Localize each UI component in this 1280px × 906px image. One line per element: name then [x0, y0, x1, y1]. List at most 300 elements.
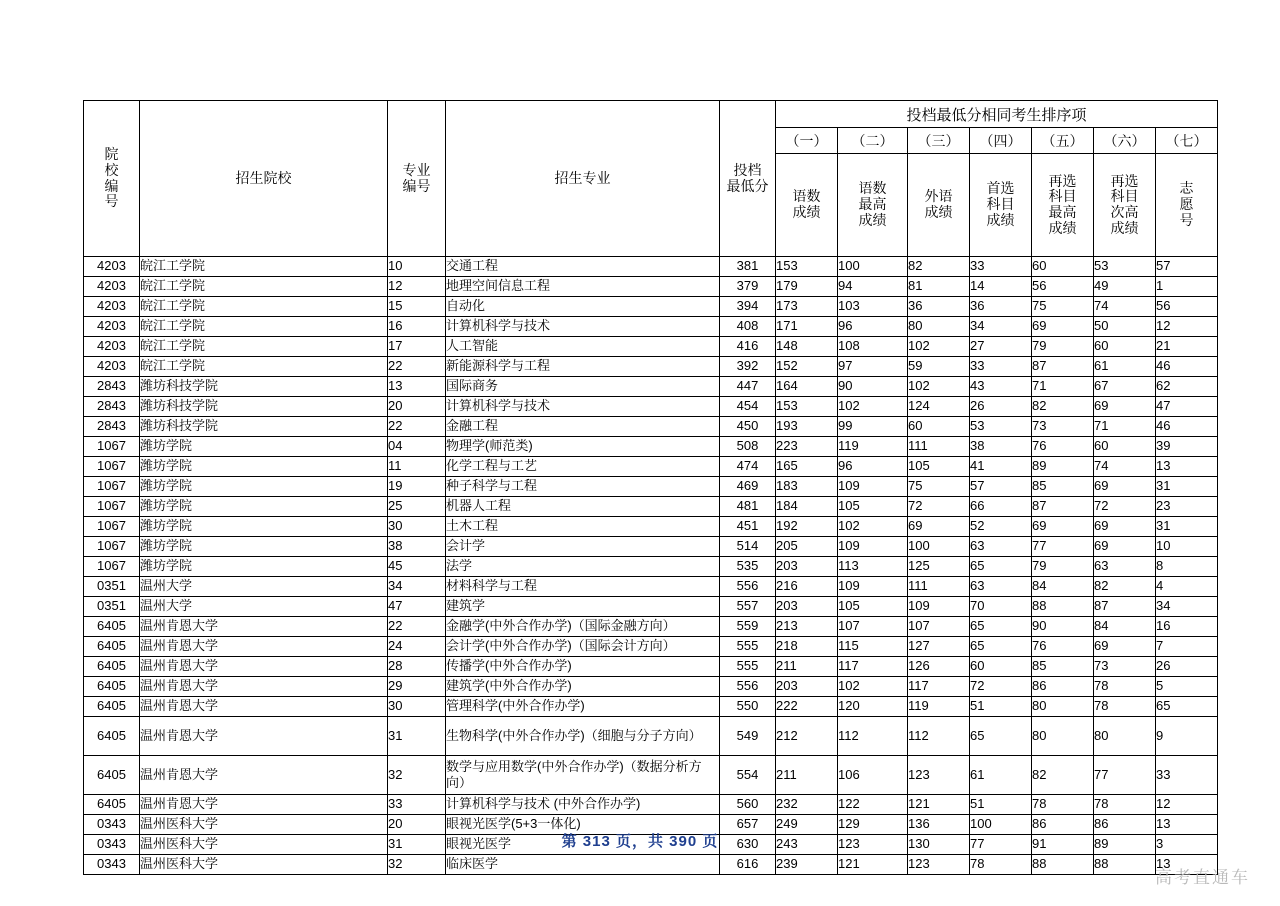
cell-major-code: 29 — [388, 677, 446, 697]
cell-choice-number: 13 — [1156, 855, 1218, 875]
cell-foreign-language: 81 — [908, 277, 970, 297]
cell-primary-subject: 43 — [970, 377, 1032, 397]
cell-school: 潍坊学院 — [140, 457, 388, 477]
cell-primary-subject: 66 — [970, 497, 1032, 517]
cell-choice-number: 5 — [1156, 677, 1218, 697]
cell-min-score: 557 — [720, 597, 776, 617]
cell-min-score: 454 — [720, 397, 776, 417]
table-row — [84, 437, 1218, 457]
cell-school-code: 6405 — [84, 795, 140, 815]
cell-foreign-language: 112 — [908, 717, 970, 756]
cell-secondary-max: 80 — [1032, 717, 1094, 756]
cell-school: 温州肯恩大学 — [140, 657, 388, 677]
cell-secondary-second: 63 — [1094, 557, 1156, 577]
cell-major: 人工智能 — [446, 337, 720, 357]
cell-chinese-math-max: 122 — [838, 795, 908, 815]
table-row — [84, 477, 1218, 497]
cell-primary-subject: 33 — [970, 357, 1032, 377]
cell-chinese-math: 243 — [776, 835, 838, 855]
cell-school: 温州肯恩大学 — [140, 677, 388, 697]
cell-secondary-max: 82 — [1032, 397, 1094, 417]
cell-major: 计算机科学与技术 (中外合作办学) — [446, 795, 720, 815]
cell-major-code: 12 — [388, 277, 446, 297]
cell-chinese-math-max: 94 — [838, 277, 908, 297]
cell-chinese-math-max: 117 — [838, 657, 908, 677]
cell-primary-subject: 65 — [970, 717, 1032, 756]
cell-foreign-language: 80 — [908, 317, 970, 337]
table-row — [84, 677, 1218, 697]
cell-min-score: 550 — [720, 697, 776, 717]
cell-chinese-math: 213 — [776, 617, 838, 637]
cell-choice-number: 9 — [1156, 717, 1218, 756]
cell-secondary-second: 86 — [1094, 815, 1156, 835]
cell-major: 眼视光医学 — [446, 835, 720, 855]
cell-primary-subject: 65 — [970, 557, 1032, 577]
cell-secondary-second: 73 — [1094, 657, 1156, 677]
cell-school: 潍坊学院 — [140, 557, 388, 577]
cell-foreign-language: 36 — [908, 297, 970, 317]
cell-choice-number: 10 — [1156, 537, 1218, 557]
table-row — [84, 517, 1218, 537]
cell-secondary-second: 67 — [1094, 377, 1156, 397]
cell-chinese-math: 164 — [776, 377, 838, 397]
cell-primary-subject: 100 — [970, 815, 1032, 835]
cell-school: 温州肯恩大学 — [140, 617, 388, 637]
cell-min-score: 481 — [720, 497, 776, 517]
cell-secondary-max: 75 — [1032, 297, 1094, 317]
table-row — [84, 497, 1218, 517]
cell-foreign-language: 130 — [908, 835, 970, 855]
cell-school-code: 6405 — [84, 697, 140, 717]
cell-foreign-language: 102 — [908, 377, 970, 397]
cell-min-score: 630 — [720, 835, 776, 855]
cell-primary-subject: 51 — [970, 697, 1032, 717]
cell-major: 材料科学与工程 — [446, 577, 720, 597]
cell-school: 皖江工学院 — [140, 297, 388, 317]
cell-min-score: 379 — [720, 277, 776, 297]
cell-min-score: 508 — [720, 437, 776, 457]
cell-secondary-max: 86 — [1032, 815, 1094, 835]
cell-school-code: 4203 — [84, 277, 140, 297]
cell-school: 温州医科大学 — [140, 815, 388, 835]
cell-school: 皖江工学院 — [140, 257, 388, 277]
table-row — [84, 337, 1218, 357]
cell-major-code: 17 — [388, 337, 446, 357]
cell-foreign-language: 125 — [908, 557, 970, 577]
cell-min-score: 474 — [720, 457, 776, 477]
cell-school: 潍坊学院 — [140, 437, 388, 457]
cell-chinese-math-max: 109 — [838, 477, 908, 497]
cell-chinese-math: 193 — [776, 417, 838, 437]
cell-foreign-language: 75 — [908, 477, 970, 497]
cell-chinese-math-max: 90 — [838, 377, 908, 397]
cell-major-code: 11 — [388, 457, 446, 477]
cell-foreign-language: 123 — [908, 855, 970, 875]
cell-choice-number: 34 — [1156, 597, 1218, 617]
cell-major: 法学 — [446, 557, 720, 577]
cell-major: 计算机科学与技术 — [446, 317, 720, 337]
table-row — [84, 557, 1218, 577]
cell-major: 眼视光医学(5+3一体化) — [446, 815, 720, 835]
cell-school: 温州肯恩大学 — [140, 756, 388, 795]
cell-major-code: 31 — [388, 835, 446, 855]
cell-major-code: 30 — [388, 517, 446, 537]
cell-chinese-math-max: 96 — [838, 317, 908, 337]
cell-foreign-language: 102 — [908, 337, 970, 357]
cell-primary-subject: 51 — [970, 795, 1032, 815]
cell-foreign-language: 60 — [908, 417, 970, 437]
cell-secondary-max: 79 — [1032, 557, 1094, 577]
table-row — [84, 457, 1218, 477]
col-header-school-code: 院 校 编 号 — [84, 101, 140, 257]
cell-secondary-max: 60 — [1032, 257, 1094, 277]
cell-secondary-second: 72 — [1094, 497, 1156, 517]
cell-major-code: 45 — [388, 557, 446, 577]
cell-chinese-math-max: 102 — [838, 677, 908, 697]
cell-primary-subject: 41 — [970, 457, 1032, 477]
cell-school-code: 1067 — [84, 517, 140, 537]
cell-secondary-second: 74 — [1094, 457, 1156, 477]
cell-choice-number: 1 — [1156, 277, 1218, 297]
cell-secondary-max: 87 — [1032, 497, 1094, 517]
cell-secondary-max: 88 — [1032, 855, 1094, 875]
cell-school: 潍坊科技学院 — [140, 377, 388, 397]
cell-secondary-second: 69 — [1094, 397, 1156, 417]
cell-major: 自动化 — [446, 297, 720, 317]
cell-min-score: 514 — [720, 537, 776, 557]
cell-major-code: 19 — [388, 477, 446, 497]
col-header-primary-subject: 首选 科目 成绩 — [970, 154, 1032, 257]
cell-school-code: 6405 — [84, 717, 140, 756]
cell-primary-subject: 53 — [970, 417, 1032, 437]
cell-chinese-math-max: 120 — [838, 697, 908, 717]
cell-school-code: 1067 — [84, 437, 140, 457]
cell-chinese-math-max: 105 — [838, 597, 908, 617]
cell-primary-subject: 61 — [970, 756, 1032, 795]
cell-choice-number: 56 — [1156, 297, 1218, 317]
cell-primary-subject: 63 — [970, 577, 1032, 597]
cell-secondary-max: 69 — [1032, 517, 1094, 537]
table-row — [84, 297, 1218, 317]
cell-chinese-math: 203 — [776, 597, 838, 617]
cell-secondary-second: 82 — [1094, 577, 1156, 597]
table-row — [84, 417, 1218, 437]
cell-chinese-math-max: 96 — [838, 457, 908, 477]
cell-major: 种子科学与工程 — [446, 477, 720, 497]
cell-school: 皖江工学院 — [140, 337, 388, 357]
cell-secondary-second: 89 — [1094, 835, 1156, 855]
cell-primary-subject: 78 — [970, 855, 1032, 875]
cell-choice-number: 12 — [1156, 795, 1218, 815]
cell-major: 建筑学(中外合作办学) — [446, 677, 720, 697]
cell-secondary-second: 69 — [1094, 637, 1156, 657]
cell-primary-subject: 27 — [970, 337, 1032, 357]
cell-choice-number: 47 — [1156, 397, 1218, 417]
cell-chinese-math-max: 108 — [838, 337, 908, 357]
page-footer: 第 313 页，共 390 页 — [561, 833, 719, 850]
cell-chinese-math-max: 115 — [838, 637, 908, 657]
cell-choice-number: 33 — [1156, 756, 1218, 795]
cell-chinese-math-max: 113 — [838, 557, 908, 577]
cell-choice-number: 57 — [1156, 257, 1218, 277]
table-row — [84, 756, 1218, 795]
cell-choice-number: 26 — [1156, 657, 1218, 677]
cell-min-score: 556 — [720, 677, 776, 697]
cell-major: 金融学(中外合作办学)（国际金融方向） — [446, 617, 720, 637]
cell-major: 传播学(中外合作办学) — [446, 657, 720, 677]
cell-chinese-math-max: 123 — [838, 835, 908, 855]
cell-secondary-max: 91 — [1032, 835, 1094, 855]
cell-chinese-math-max: 102 — [838, 397, 908, 417]
cell-foreign-language: 59 — [908, 357, 970, 377]
cell-min-score: 657 — [720, 815, 776, 835]
cell-major-code: 25 — [388, 497, 446, 517]
cell-school: 温州肯恩大学 — [140, 697, 388, 717]
cell-foreign-language: 107 — [908, 617, 970, 637]
cell-school-code: 6405 — [84, 677, 140, 697]
cell-foreign-language: 111 — [908, 437, 970, 457]
cell-school: 皖江工学院 — [140, 277, 388, 297]
cell-choice-number: 39 — [1156, 437, 1218, 457]
cell-major: 交通工程 — [446, 257, 720, 277]
cell-chinese-math-max: 99 — [838, 417, 908, 437]
cell-chinese-math: 232 — [776, 795, 838, 815]
cell-chinese-math: 173 — [776, 297, 838, 317]
col-header-group-ranking: 投档最低分相同考生排序项 — [776, 101, 1218, 128]
cell-major: 临床医学 — [446, 855, 720, 875]
cell-major: 化学工程与工艺 — [446, 457, 720, 477]
cell-school-code: 4203 — [84, 317, 140, 337]
cell-major: 管理科学(中外合作办学) — [446, 697, 720, 717]
cell-secondary-second: 69 — [1094, 517, 1156, 537]
cell-chinese-math-max: 97 — [838, 357, 908, 377]
cell-school: 温州肯恩大学 — [140, 795, 388, 815]
cell-school: 皖江工学院 — [140, 317, 388, 337]
cell-chinese-math-max: 109 — [838, 577, 908, 597]
cell-school-code: 1067 — [84, 457, 140, 477]
cell-chinese-math: 171 — [776, 317, 838, 337]
cell-chinese-math-max: 102 — [838, 517, 908, 537]
cell-secondary-max: 87 — [1032, 357, 1094, 377]
table-row — [84, 537, 1218, 557]
cell-min-score: 549 — [720, 717, 776, 756]
cell-major-code: 31 — [388, 717, 446, 756]
cell-major-code: 38 — [388, 537, 446, 557]
cell-choice-number: 13 — [1156, 457, 1218, 477]
table-row — [84, 657, 1218, 677]
cell-foreign-language: 124 — [908, 397, 970, 417]
cell-secondary-max: 77 — [1032, 537, 1094, 557]
cell-school-code: 6405 — [84, 756, 140, 795]
cell-foreign-language: 72 — [908, 497, 970, 517]
cell-school: 温州医科大学 — [140, 855, 388, 875]
cell-foreign-language: 119 — [908, 697, 970, 717]
cell-school-code: 6405 — [84, 617, 140, 637]
cell-primary-subject: 34 — [970, 317, 1032, 337]
cell-min-score: 554 — [720, 756, 776, 795]
table-body — [84, 257, 1218, 875]
cell-foreign-language: 109 — [908, 597, 970, 617]
cell-chinese-math: 184 — [776, 497, 838, 517]
cell-foreign-language: 127 — [908, 637, 970, 657]
cell-major-code: 22 — [388, 617, 446, 637]
cell-min-score: 447 — [720, 377, 776, 397]
cell-min-score: 555 — [720, 637, 776, 657]
cell-chinese-math-max: 103 — [838, 297, 908, 317]
cell-school-code: 6405 — [84, 637, 140, 657]
cell-secondary-second: 61 — [1094, 357, 1156, 377]
cell-foreign-language: 126 — [908, 657, 970, 677]
cell-chinese-math-max: 106 — [838, 756, 908, 795]
cell-secondary-second: 78 — [1094, 795, 1156, 815]
cell-school-code: 1067 — [84, 497, 140, 517]
table-row — [84, 317, 1218, 337]
cell-chinese-math: 223 — [776, 437, 838, 457]
cell-secondary-second: 53 — [1094, 257, 1156, 277]
cell-primary-subject: 52 — [970, 517, 1032, 537]
cell-major: 金融工程 — [446, 417, 720, 437]
cell-school: 温州医科大学 — [140, 835, 388, 855]
cell-min-score: 408 — [720, 317, 776, 337]
cell-major-code: 04 — [388, 437, 446, 457]
cell-min-score: 555 — [720, 657, 776, 677]
cell-primary-subject: 65 — [970, 637, 1032, 657]
cell-major-code: 15 — [388, 297, 446, 317]
cell-school-code: 0343 — [84, 835, 140, 855]
cell-min-score: 392 — [720, 357, 776, 377]
cell-school-code: 6405 — [84, 657, 140, 677]
cell-choice-number: 46 — [1156, 417, 1218, 437]
cell-major: 物理学(师范类) — [446, 437, 720, 457]
cell-major: 计算机科学与技术 — [446, 397, 720, 417]
cell-major-code: 32 — [388, 855, 446, 875]
cell-choice-number: 3 — [1156, 835, 1218, 855]
cell-secondary-second: 74 — [1094, 297, 1156, 317]
cell-major-code: 20 — [388, 815, 446, 835]
table-row — [84, 717, 1218, 756]
cell-secondary-max: 85 — [1032, 657, 1094, 677]
cell-secondary-second: 80 — [1094, 717, 1156, 756]
cell-secondary-max: 56 — [1032, 277, 1094, 297]
cell-secondary-second: 49 — [1094, 277, 1156, 297]
watermark: 高考直通车 — [1155, 868, 1250, 887]
cell-secondary-max: 89 — [1032, 457, 1094, 477]
cell-choice-number: 8 — [1156, 557, 1218, 577]
cell-choice-number: 65 — [1156, 697, 1218, 717]
cell-major-code: 30 — [388, 697, 446, 717]
cell-school-code: 0351 — [84, 597, 140, 617]
cell-min-score: 559 — [720, 617, 776, 637]
cell-major: 会计学(中外合作办学)（国际会计方向） — [446, 637, 720, 657]
cell-primary-subject: 65 — [970, 617, 1032, 637]
cell-secondary-second: 84 — [1094, 617, 1156, 637]
cell-primary-subject: 77 — [970, 835, 1032, 855]
cell-chinese-math-max: 129 — [838, 815, 908, 835]
cell-chinese-math: 165 — [776, 457, 838, 477]
cell-primary-subject: 72 — [970, 677, 1032, 697]
cell-major-code: 22 — [388, 357, 446, 377]
cell-chinese-math: 152 — [776, 357, 838, 377]
cell-choice-number: 4 — [1156, 577, 1218, 597]
cell-school: 潍坊学院 — [140, 537, 388, 557]
cell-choice-number: 16 — [1156, 617, 1218, 637]
cell-foreign-language: 117 — [908, 677, 970, 697]
col-header-school: 招生院校 — [140, 101, 388, 257]
cell-secondary-second: 69 — [1094, 477, 1156, 497]
cell-major-code: 28 — [388, 657, 446, 677]
col-header-foreign-language: 外语 成绩 — [908, 154, 970, 257]
cell-choice-number: 46 — [1156, 357, 1218, 377]
cell-major: 国际商务 — [446, 377, 720, 397]
table-row — [84, 577, 1218, 597]
cell-school-code: 0343 — [84, 855, 140, 875]
cell-secondary-max: 90 — [1032, 617, 1094, 637]
cell-secondary-max: 69 — [1032, 317, 1094, 337]
cell-chinese-math-max: 105 — [838, 497, 908, 517]
cell-chinese-math: 218 — [776, 637, 838, 657]
cell-secondary-max: 79 — [1032, 337, 1094, 357]
cell-chinese-math: 249 — [776, 815, 838, 835]
cell-chinese-math-max: 121 — [838, 855, 908, 875]
col-header-major: 招生专业 — [446, 101, 720, 257]
cell-foreign-language: 111 — [908, 577, 970, 597]
cell-secondary-second: 78 — [1094, 677, 1156, 697]
cell-foreign-language: 82 — [908, 257, 970, 277]
cell-major: 建筑学 — [446, 597, 720, 617]
cell-foreign-language: 121 — [908, 795, 970, 815]
cell-primary-subject: 33 — [970, 257, 1032, 277]
cell-secondary-second: 78 — [1094, 697, 1156, 717]
cell-chinese-math: 212 — [776, 717, 838, 756]
cell-school-code: 2843 — [84, 377, 140, 397]
cell-chinese-math: 216 — [776, 577, 838, 597]
cell-major: 会计学 — [446, 537, 720, 557]
cell-primary-subject: 70 — [970, 597, 1032, 617]
cell-secondary-max: 76 — [1032, 437, 1094, 457]
roman-6: （六） — [1094, 128, 1156, 154]
cell-secondary-max: 88 — [1032, 597, 1094, 617]
col-header-major-code: 专业 编号 — [388, 101, 446, 257]
cell-school: 潍坊学院 — [140, 477, 388, 497]
cell-school-code: 0351 — [84, 577, 140, 597]
cell-secondary-max: 78 — [1032, 795, 1094, 815]
cell-min-score: 560 — [720, 795, 776, 815]
cell-choice-number: 31 — [1156, 517, 1218, 537]
table-row — [84, 257, 1218, 277]
table-row — [84, 795, 1218, 815]
cell-primary-subject: 60 — [970, 657, 1032, 677]
cell-chinese-math: 192 — [776, 517, 838, 537]
cell-min-score: 394 — [720, 297, 776, 317]
cell-secondary-second: 88 — [1094, 855, 1156, 875]
cell-major: 新能源科学与工程 — [446, 357, 720, 377]
table-row — [84, 377, 1218, 397]
cell-major-code: 13 — [388, 377, 446, 397]
cell-chinese-math: 153 — [776, 257, 838, 277]
cell-chinese-math: 239 — [776, 855, 838, 875]
cell-min-score: 381 — [720, 257, 776, 277]
cell-primary-subject: 36 — [970, 297, 1032, 317]
roman-4: （四） — [970, 128, 1032, 154]
cell-school-code: 4203 — [84, 337, 140, 357]
cell-major-code: 33 — [388, 795, 446, 815]
cell-min-score: 535 — [720, 557, 776, 577]
cell-major-code: 22 — [388, 417, 446, 437]
cell-school-code: 0343 — [84, 815, 140, 835]
cell-major-code: 20 — [388, 397, 446, 417]
roman-3: （三） — [908, 128, 970, 154]
cell-school-code: 2843 — [84, 397, 140, 417]
